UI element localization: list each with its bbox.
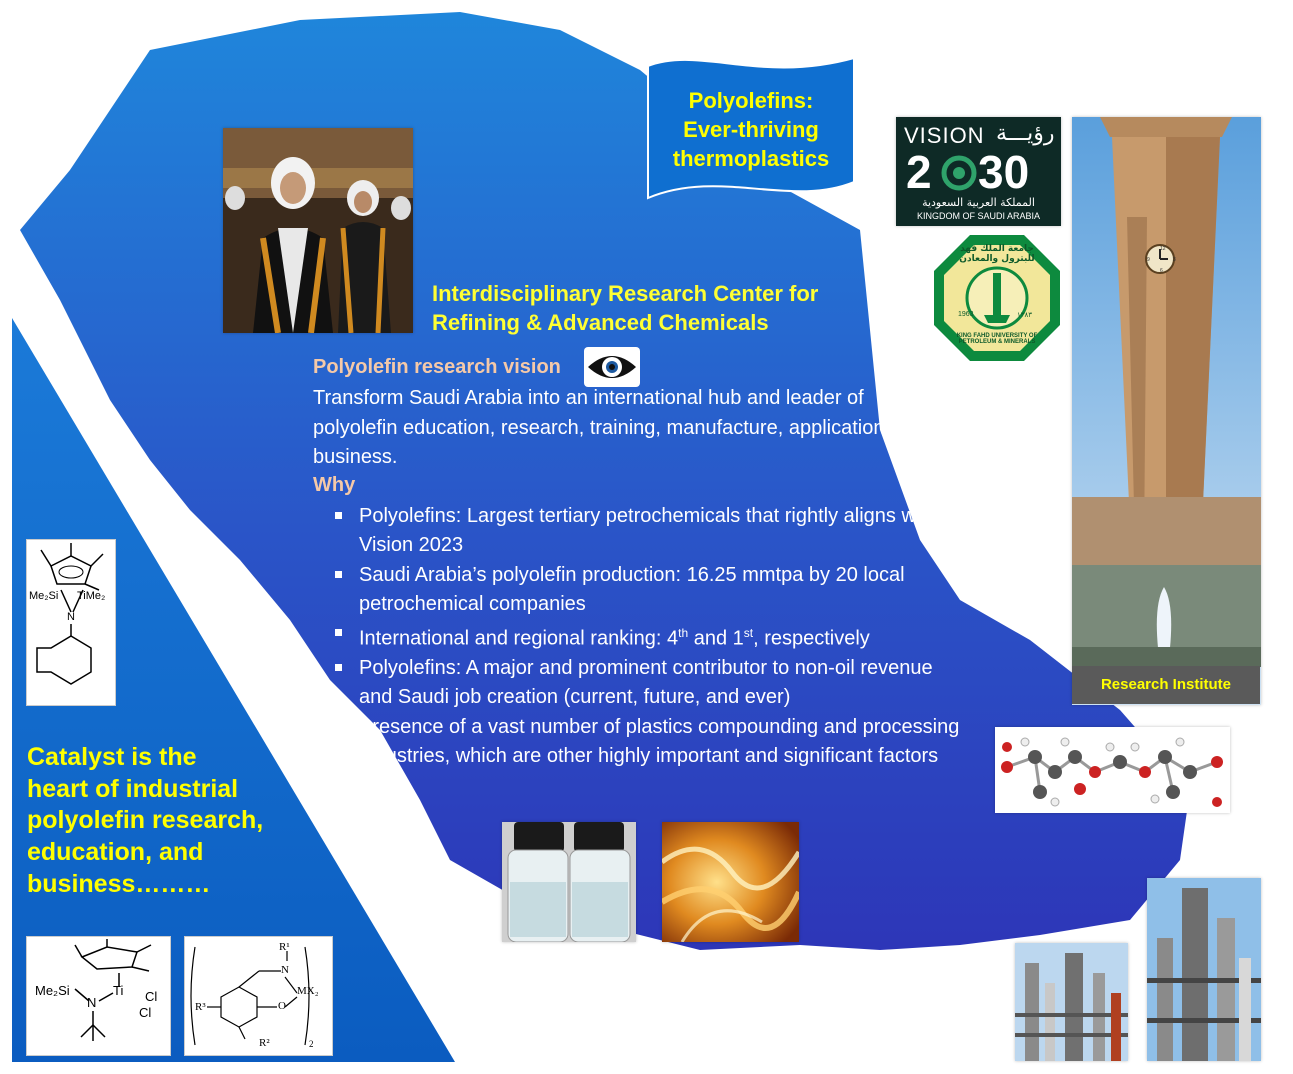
vision-statement: Transform Saudi Arabia into an international hub and leader of polyolefin education, research, training, manufacture, application, and business.: [313, 387, 929, 468]
ranking-text-mid: and 1: [688, 627, 744, 650]
vials-icon: [502, 822, 636, 942]
s3-r2: R²: [259, 1037, 270, 1049]
s2-me2si: Me₂Si: [35, 983, 70, 998]
s3-r1: R¹: [279, 941, 290, 953]
ranking-sup-2: st: [743, 626, 754, 641]
tower-scene-icon: [1072, 117, 1261, 705]
eye-icon: [584, 347, 640, 387]
molecule-icon: [995, 727, 1230, 813]
catalyst-structure-1: [26, 539, 116, 706]
banner-title: [648, 86, 854, 173]
s3-subscript: 2: [309, 1039, 314, 1049]
s2-ti: Ti: [113, 983, 124, 998]
refinery-tower-icon: [1147, 878, 1261, 1061]
why-bullet-5: Presence of a vast number of plastics compounding and processing industries, which are other highly important and significant factors: [330, 713, 970, 772]
golden-plastic-photo: [662, 822, 799, 942]
s1-n: N: [67, 611, 75, 623]
clock-3: 3: [1173, 257, 1176, 263]
polymer-vials-photo: [502, 822, 636, 942]
ranking-sup-1: th: [678, 626, 689, 641]
s2-cl-1: Cl: [145, 989, 158, 1004]
vision-year-right: 30: [978, 146, 1030, 198]
seal-hijri-year: ١٣٨٣: [1017, 311, 1033, 319]
banner-line-2: Ever-thriving: [683, 117, 819, 142]
research-institute-label: Research Institute: [1072, 666, 1260, 704]
center-title-line-2: Refining & Advanced Chemicals: [432, 310, 769, 335]
vision-year-left: 2: [906, 146, 932, 198]
research-institute-photo: [1072, 117, 1261, 705]
s1-time2: TiMe₂: [77, 590, 106, 602]
why-bullet-2: Saudi Arabia’s polyolefin production: 16.25 mmtpa by 20 local petrochemical companies: [330, 561, 970, 620]
palm-swords-icon: [940, 153, 978, 193]
s3-o: O: [278, 1000, 286, 1012]
s2-n: N: [87, 995, 97, 1010]
refinery-photo-2: [1147, 878, 1261, 1061]
why-bullet-3: [330, 619, 970, 654]
refinery-icon: [1015, 943, 1128, 1061]
catalyst-structure-3: [184, 936, 333, 1056]
vision-country: KINGDOM OF SAUDI ARABIA: [916, 211, 1041, 221]
refinery-photo-1: [1015, 943, 1128, 1061]
why-bullet-4: Polyolefins: A major and prominent contributor to non-oil revenue and Saudi job creation (current, future, and ever): [330, 654, 970, 713]
catalyst-slogan: [27, 742, 297, 901]
catalyst-line-1: Catalyst is the: [27, 743, 197, 771]
seal-english: KING FAHD UNIVERSITY OF PETROLEUM & MINERALS: [956, 333, 1038, 345]
s3-mx2: MX₂: [297, 985, 319, 997]
catalyst-line-5: business………: [27, 869, 211, 898]
graduation-photo: [223, 128, 413, 333]
why-heading: Why: [313, 474, 356, 496]
catalyst-line-4: education, and: [27, 838, 204, 867]
vision-arabic-country: المملكة العربية السعودية: [922, 196, 1035, 209]
clock-12: 12: [1160, 246, 1166, 252]
s3-n: N: [281, 964, 289, 976]
center-title-line-1: Interdisciplinary Research Center for: [432, 281, 819, 306]
seal-year: 1963: [958, 311, 974, 318]
s1-me2si: Me₂Si: [29, 590, 59, 602]
ranking-text-post: , respectively: [753, 627, 870, 650]
banner-line-3: thermoplastics: [672, 146, 830, 171]
plastic-film-icon: [662, 822, 799, 942]
s3-r3: R³: [195, 1001, 206, 1013]
molecule-model-image: [995, 727, 1230, 813]
catalyst-line-2: heart of industrial: [27, 774, 239, 803]
seal-arabic: جامعة الملك فهد للبترول والمعادن: [959, 244, 1035, 264]
clock-6: 6: [1160, 268, 1163, 274]
catalyst-structure-2: [26, 936, 171, 1056]
vision-word: VISION: [904, 123, 985, 148]
vision-2030-logo: [896, 117, 1061, 226]
why-bullet-1: Polyolefins: Largest tertiary petrochemicals that rightly aligns with Vision 2023: [330, 502, 970, 561]
research-center-title: [432, 279, 818, 337]
why-bullet-list: [330, 502, 970, 771]
vision-arabic-word: رؤيـــة: [996, 121, 1055, 146]
clock-9: 9: [1147, 257, 1150, 263]
vision-heading: Polyolefin research vision: [313, 356, 561, 378]
banner-line-1: Polyolefins:: [688, 88, 814, 113]
catalyst-line-3: polyolefin research,: [27, 806, 264, 835]
ranking-text-pre: International and regional ranking: 4: [359, 627, 679, 650]
s2-cl-2: Cl: [139, 1005, 152, 1020]
graduation-scene-icon: [223, 128, 413, 333]
